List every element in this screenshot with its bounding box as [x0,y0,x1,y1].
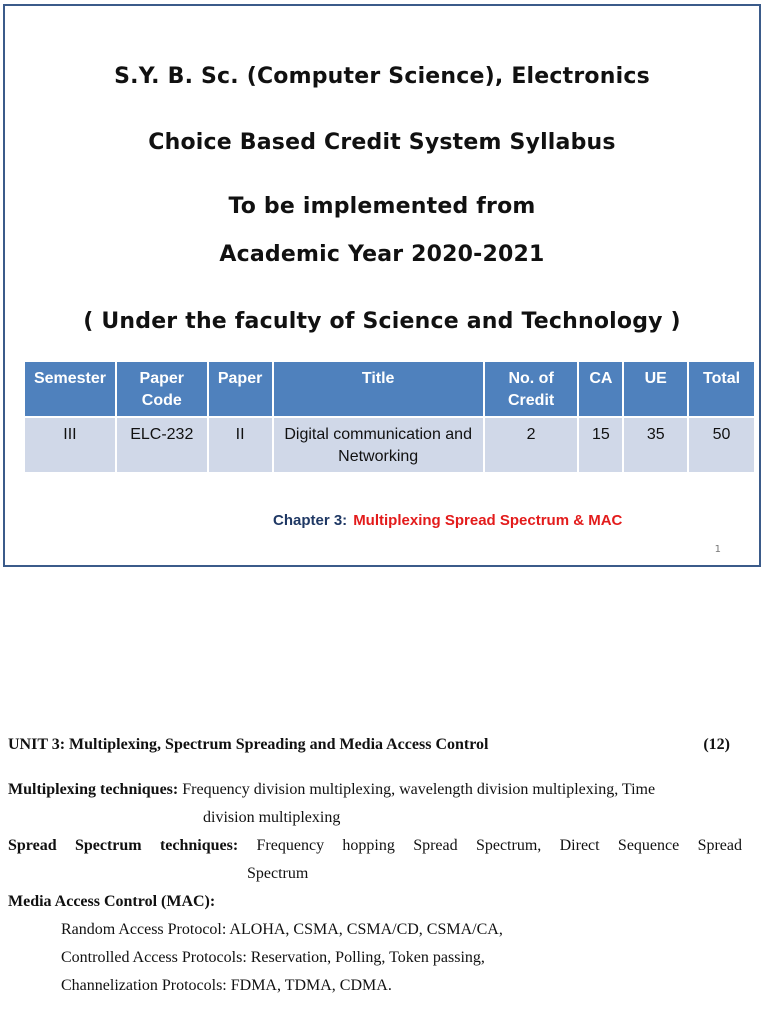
faculty-title: ( Under the faculty of Science and Technology ) [83,309,681,334]
cell-total: 50 [688,417,755,473]
syllabus-title: Choice Based Credit System Syllabus [148,130,616,155]
academic-year-title: Academic Year 2020-2021 [219,242,545,267]
mac-paragraph [8,888,760,1000]
chapter-heading [273,512,622,529]
spread-paragraph [8,832,760,888]
mac-item-channelization: Channelization Protocols: FDMA, TDMA, CDMA. [61,977,392,994]
unit-hours: (12) [703,736,730,753]
col-header-total: Total [688,361,755,417]
mac-item-controlled-access: Controlled Access Protocols: Reservation, Polling, Token passing, [61,949,485,966]
course-title: S.Y. B. Sc. (Computer Science), Electronics [114,64,650,89]
table-header-row [24,361,755,417]
cell-ca: 15 [578,417,623,473]
mac-item-random-access: Random Access Protocol: ALOHA, CSMA, CSMA/CD, CSMA/CA, [61,921,503,938]
cell-title: Digital communication and Networking [273,417,484,473]
multiplexing-text-1: Frequency division multiplexing, wavelength division multiplexing, Time [182,781,656,798]
col-header-title: Title [273,361,484,417]
unit-section [8,736,760,1000]
spread-text-1: Frequency hopping Spread Spectrum, Direct Sequence Spread [256,837,743,854]
multiplexing-label: Multiplexing techniques: [8,781,179,798]
col-header-credit: No. of Credit [484,361,579,417]
cell-credit: 2 [484,417,579,473]
col-header-semester: Semester [24,361,116,417]
table-row [24,417,755,473]
unit-heading [8,736,760,760]
cell-semester: III [24,417,116,473]
syllabus-table [23,360,756,474]
cell-ue: 35 [623,417,688,473]
chapter-label: Chapter 3: [273,512,348,529]
mac-label: Media Access Control (MAC): [8,893,216,910]
col-header-ue: UE [623,361,688,417]
cell-paper-code: ELC-232 [116,417,208,473]
unit-title: UNIT 3: Multiplexing, Spectrum Spreading and Media Access Control [8,736,489,753]
spread-label: Spread Spectrum techniques: [8,837,239,854]
col-header-paper-code: Paper Code [116,361,208,417]
spread-text-2: Spectrum [247,865,309,882]
cell-paper: II [208,417,273,473]
syllabus-slide [3,4,761,567]
multiplexing-text-2: division multiplexing [203,809,341,826]
slide-number: 1 [714,544,721,555]
chapter-title: Multiplexing Spread Spectrum & MAC [353,512,623,529]
col-header-paper: Paper [208,361,273,417]
multiplexing-paragraph [8,776,760,832]
col-header-ca: CA [578,361,623,417]
implementation-title: To be implemented from [228,194,536,219]
